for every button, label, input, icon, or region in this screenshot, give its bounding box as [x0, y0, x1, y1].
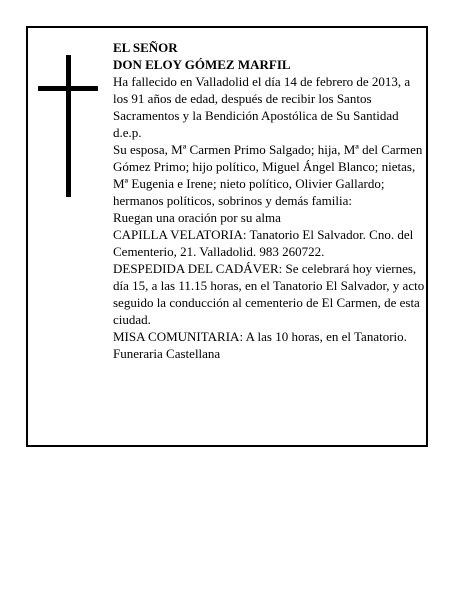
- death-announcement: Ha fallecido en Valladolid el día 14 de febrero de 2013, a los 91 años de edad, después de recibir los Santos Sacramentos y la Bendición Apostólica de Su Santidad d.e.p.: [113, 74, 411, 140]
- prayer-request: Ruegan una oración por su alma: [113, 210, 281, 225]
- deceased-name: DON ELOY GÓMEZ MARFIL: [113, 57, 291, 72]
- chapel-info: CAPILLA VELATORIA: Tanatorio El Salvador. Cno. del Cementerio, 21. Valladolid. 983 260722.: [113, 227, 414, 259]
- cross-vertical-bar: [66, 55, 71, 197]
- family-list: Su esposa, Mª Carmen Primo Salgado; hija, Mª del Carmen Gómez Primo; hijo político, Miguel Ángel Blanco; nietas, Mª Eugenia e Irene; nieto político, Olivier Gallardo; hermanos políticos, sobrinos y demás familia:: [113, 142, 423, 208]
- mass-info: MISA COMUNITARIA: A las 10 horas, en el Tanatorio.: [113, 329, 407, 344]
- farewell-info: DESPEDIDA DEL CADÁVER: Se celebrará hoy viernes, día 15, a las 11.15 horas, en el Tanatorio El Salvador, y acto seguido la conducción al cementerio de El Carmen, de esta ciudad.: [113, 261, 425, 327]
- cross-icon: [38, 55, 98, 197]
- obituary-heading: EL SEÑOR: [113, 40, 178, 55]
- obituary-text: [113, 39, 425, 362]
- cross-horizontal-bar: [38, 86, 98, 91]
- funeral-home: Funeraria Castellana: [113, 346, 221, 361]
